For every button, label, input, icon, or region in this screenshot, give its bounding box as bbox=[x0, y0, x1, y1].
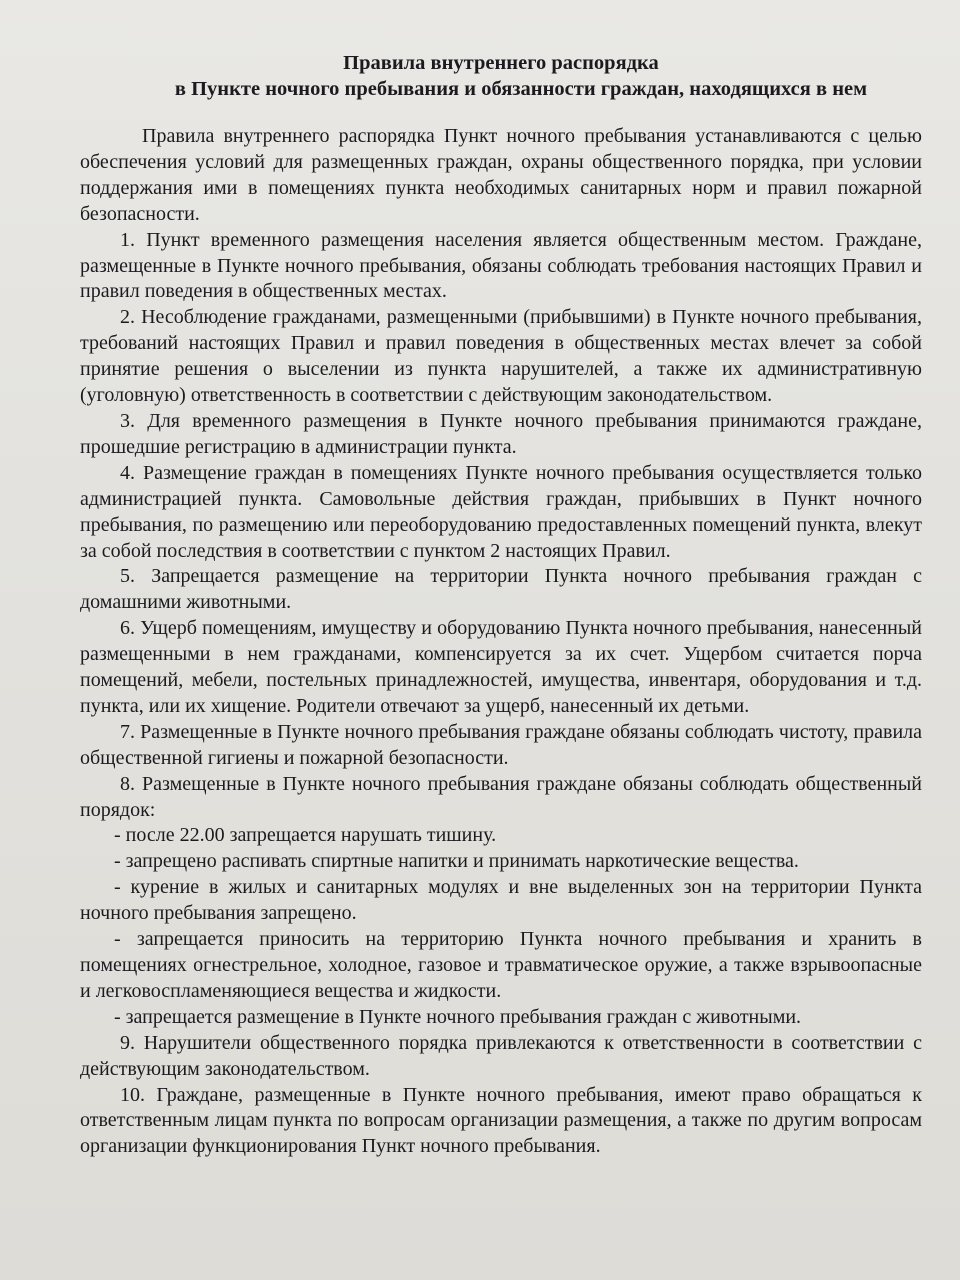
item-number: 4. bbox=[120, 461, 135, 484]
item-number: 8. bbox=[120, 772, 135, 795]
item-text: Ущерб помещениям, имуществу и оборудованию Пункта ночного пребывания, нанесенный размещенными в нем гражданами, компенсируется за их счет. Ущербом считается порча помещений, мебели, постельных принадлежностей, имущества, инвентаря, оборудования и т.д. пункта, или их хищение. Родители отвечают за ущерб, нанесенный их детьми. bbox=[80, 617, 922, 717]
rule-subitem-2: - запрещено распивать спиртные напитки и принимать наркотические вещества. bbox=[114, 850, 799, 873]
item-text: Несоблюдение гражданами, размещенными (прибывшими) в Пункте ночного пребывания, требований настоящих Правил и правил поведения в общественных местах влечет за собой принятие решения о выселении из пункта нарушителей, а также их административную (уголовную) ответственность в соответствии с действующим законодательством. bbox=[80, 306, 922, 407]
item-number: 9. bbox=[120, 1031, 135, 1054]
item-number: 6. bbox=[120, 617, 135, 640]
rule-item-2 bbox=[80, 305, 922, 409]
item-text: Для временного размещения в Пункте ночного пребывания принимаются граждане, прошедшие регистрацию в администрации пункта. bbox=[80, 409, 923, 458]
item-text: Нарушители общественного порядка привлекаются к ответственности в соответствии с действующим законодательством. bbox=[80, 1031, 923, 1080]
item-number: 7. bbox=[120, 720, 135, 743]
item-text: Пункт временного размещения населения является общественным местом. Граждане, размещенные в Пункте ночного пребывания, обязаны соблюдать требования настоящих Правил и правил поведения в общественных местах. bbox=[80, 228, 922, 303]
rule-item-1 bbox=[80, 228, 922, 306]
item-number: 10. bbox=[120, 1083, 145, 1106]
item-number: 2. bbox=[120, 306, 135, 329]
document-body bbox=[80, 124, 922, 1160]
rule-item-6 bbox=[80, 616, 922, 720]
item-text: Размещенные в Пункте ночного пребывания граждане обязаны соблюдать общественный порядок: bbox=[80, 772, 923, 821]
rule-item-4 bbox=[80, 461, 922, 565]
title-line-2: в Пункте ночного пребывания и обязанности граждан, находящихся в нем bbox=[174, 78, 868, 100]
rule-item-9 bbox=[80, 1031, 922, 1083]
rule-item-5 bbox=[80, 564, 922, 616]
item-text: Граждане, размещенные в Пункте ночного пребывания, имеют право обращаться к ответственным лицам пункта по вопросам организации размещения, а также по другим вопросам организации функционирования Пункт ночного пребывания. bbox=[80, 1083, 922, 1158]
rule-subitem-3: - курение в жилых и санитарных модулях и вне выделенных зон на территории Пункта ночного пребывания запрещено. bbox=[80, 876, 922, 925]
rule-item-3 bbox=[80, 409, 922, 461]
document-title bbox=[80, 50, 922, 102]
item-text: Запрещается размещение на территории Пункта ночного пребывания граждан с домашними животными. bbox=[80, 565, 922, 614]
rule-item-10 bbox=[80, 1083, 922, 1161]
rule-subitem-4: - запрещается приносить на территорию Пункта ночного пребывания и хранить в помещениях огнестрельное, холодное, газовое и травматическое оружие, а также взрывоопасные и легковоспламеняющиеся вещества и жидкости. bbox=[80, 928, 922, 1002]
item-number: 1. bbox=[120, 228, 135, 251]
rule-subitem-5: - запрещается размещение в Пункте ночного пребывания граждан с животными. bbox=[114, 1005, 802, 1028]
intro-paragraph: Правила внутреннего распорядка Пункт ночного пребывания устанавливаются с целью обеспечения условий для размещенных граждан, охраны общественного порядка, при условии поддержания ими в помещениях пункта необходимых санитарных норм и правил пожарной безопасности. bbox=[80, 125, 922, 225]
rule-subitem-1: - после 22.00 запрещается нарушать тишину. bbox=[114, 824, 497, 847]
rule-item-8 bbox=[80, 772, 922, 824]
item-text: Размещение граждан в помещениях Пункте ночного пребывания осуществляется только администрацией пункта. Самовольные действия граждан, прибывших в Пункт ночного пребывания, по размещению или переоборудованию предоставленных помещений пункта, влекут за собой последствия в соответствии с пунктом 2 настоящих Правил. bbox=[80, 461, 923, 562]
item-number: 3. bbox=[120, 409, 135, 432]
rule-item-7 bbox=[80, 720, 922, 772]
item-number: 5. bbox=[120, 565, 135, 588]
item-text: Размещенные в Пункте ночного пребывания граждане обязаны соблюдать чистоту, правила общественной гигиены и пожарной безопасности. bbox=[80, 720, 923, 769]
title-line-1: Правила внутреннего распорядка bbox=[343, 52, 659, 74]
